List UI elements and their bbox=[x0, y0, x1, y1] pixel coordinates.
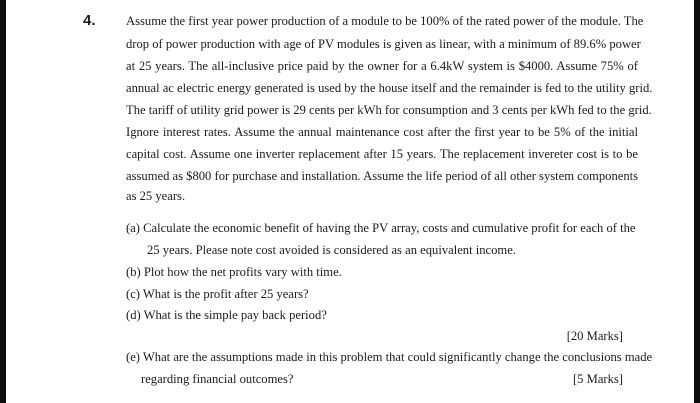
paragraph-line: Assume the first year power production of a module to be 100% of the rated power of the module. The bbox=[126, 14, 644, 28]
part-e-line-2: regarding financial outcomes? bbox=[141, 372, 294, 386]
paragraph-line: Ignore interest rates. Assume the annual maintenance cost after the first year to be 5% of the initial bbox=[126, 125, 638, 139]
paragraph-line: drop of power production with age of PV modules is given as linear, with a minimum of 89.6% power bbox=[126, 37, 641, 51]
marks-label-abcd: [20 Marks] bbox=[566, 329, 623, 343]
paragraph-line: capital cost. Assume one inverter replacement after 15 years. The replacement invereter cost is to be bbox=[126, 147, 638, 161]
question-number: 4. bbox=[83, 12, 96, 29]
paragraph-line: annual ac electric energy generated is used by the house itself and the remainder is fed to the utility grid. bbox=[126, 81, 653, 95]
part-e-line-1: (e) What are the assumptions made in this problem that could significantly change the conclusions made bbox=[126, 350, 653, 364]
part-d: (d) What is the simple pay back period? bbox=[126, 308, 327, 322]
paragraph-line: assumed as $800 for purchase and installation. Assume the life period of all other system components bbox=[126, 169, 639, 183]
part-b: (b) Plot how the net profits vary with time. bbox=[126, 265, 342, 279]
paragraph-line: The tariff of utility grid power is 29 cents per kWh for consumption and 3 cents per kWh fed to the grid. bbox=[126, 103, 652, 117]
marks-label-e: [5 Marks] bbox=[572, 372, 623, 386]
paragraph-line: at 25 years. The all-inclusive price paid by the owner for a 6.4kW system is $4000. Assume 75% of bbox=[126, 59, 638, 73]
part-a-line-1: (a) Calculate the economic benefit of having the PV array, costs and cumulative profit for each of the bbox=[126, 221, 636, 235]
part-c: (c) What is the profit after 25 years? bbox=[126, 287, 309, 301]
left-dark-border bbox=[0, 0, 6, 403]
paragraph-line: as 25 years. bbox=[126, 189, 186, 203]
right-dark-border bbox=[694, 0, 700, 403]
part-a-line-2: 25 years. Please note cost avoided is considered as an equivalent income. bbox=[147, 243, 516, 257]
